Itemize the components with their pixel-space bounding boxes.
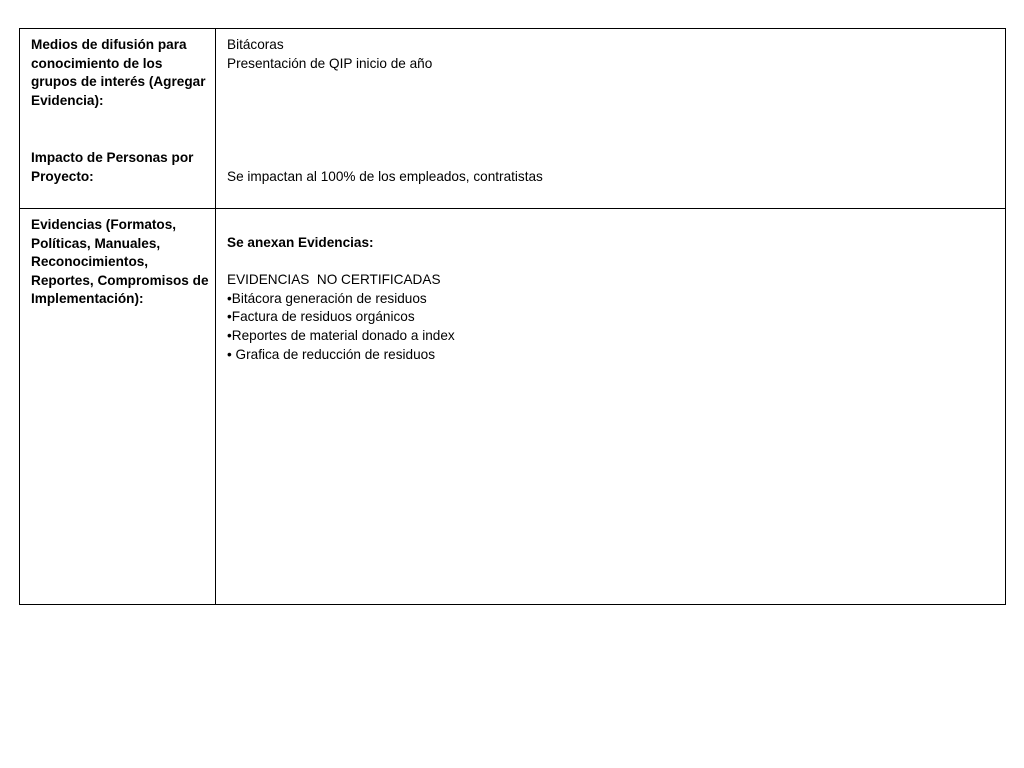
list-item: • Grafica de reducción de residuos [227,346,436,362]
list-item: •Bitácora generación de residuos [227,290,427,306]
value-line: Bitácoras [227,37,284,52]
evidence-subheading: EVIDENCIAS NO CERTIFICADAS [227,272,441,288]
impact-label: Impacto de Personas por Proyecto: [31,150,194,184]
evidence-label: Evidencias (Formatos, Políticas, Manuales, Reconocimientos, Reportes, Compromisos de Implementación): [31,217,209,307]
evidence-list [227,234,987,364]
label-cell [20,29,216,209]
list-item: •Factura de residuos orgánicos [227,309,415,325]
label-cell [20,209,216,605]
evidence-heading: Se anexan Evidencias: [227,235,374,250]
evidence-table [19,28,1006,605]
impact-value: Se impactan al 100% de los empleados, contratistas [227,169,543,184]
table-row [20,29,1006,209]
value-cell [216,29,1006,209]
value-cell [216,209,1006,605]
table-row [20,209,1006,605]
dissemination-values [227,36,987,73]
value-line: Presentación de QIP inicio de año [227,55,433,71]
dissemination-label: Medios de difusión para conocimiento de los grupos de interés (Agregar Evidencia): [31,37,206,108]
list-item: •Reportes de material donado a index [227,327,455,343]
